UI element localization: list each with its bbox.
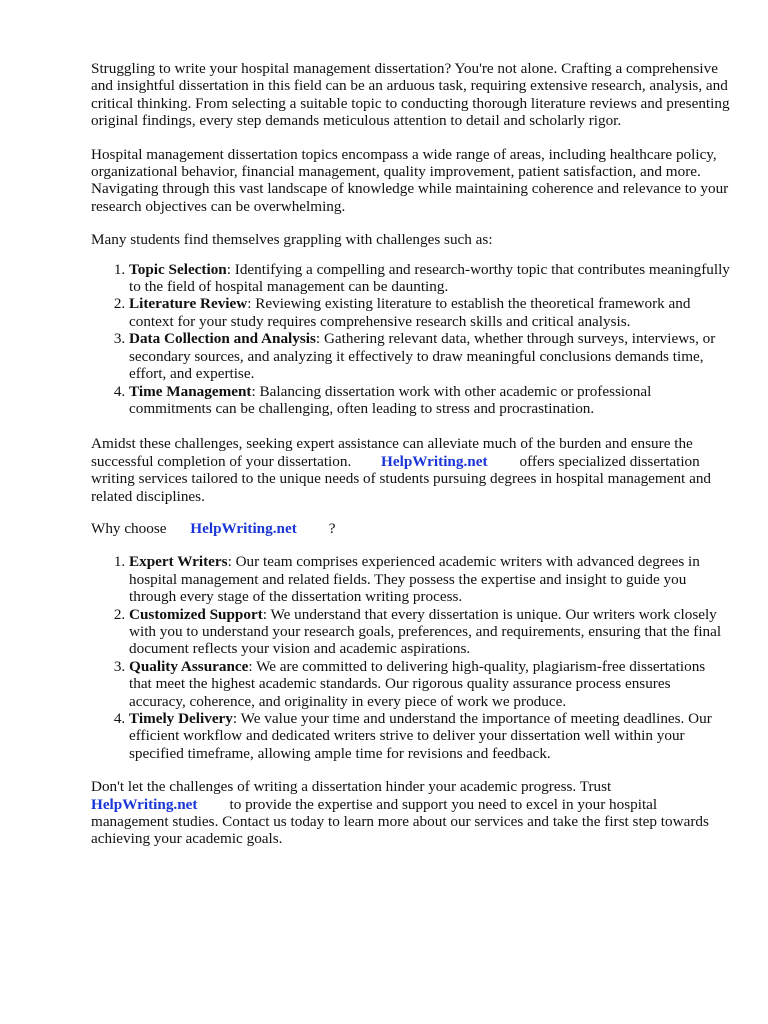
list-item [129,383,731,418]
list-item-text: : Balancing dissertation work with other academic or professional commitments can be challenging, often leading to stress and procrastination. [129,382,652,417]
list-item-text: : We understand that every dissertation is unique. Our writers work closely with you to understand your research goals, preferences, and requirements, ensuring that the final document reflects your vision and academic aspirations. [129,605,722,658]
assistance-text-after: offers specialized dissertation writing services tailored to the unique needs of students pursuing degrees in hospital management and related disciplines. [91,452,712,505]
list-item-text: : Gathering relevant data, whether through surveys, interviews, or secondary sources, and analyzing it effectively to draw meaningful conclusions demands time, effort, and expertise. [129,330,716,383]
list-item-title: Literature Review [129,295,248,313]
challenges-intro: Many students find themselves grappling with challenges such as: [91,231,493,249]
list-item-title: Data Collection and Analysis [129,330,316,348]
list-item [129,553,731,605]
list-item-title: Quality Assurance [129,657,249,675]
benefits-list [91,553,731,762]
brand-link[interactable]: HelpWriting.net [190,519,297,537]
closing-paragraph [91,778,731,848]
assistance-paragraph [91,435,731,505]
list-item [129,261,731,296]
why-choose-prefix: Why choose [91,519,167,537]
challenges-list [91,261,731,418]
list-item-text: : We are committed to delivering high-quality, plagiarism-free dissertations that meet the highest academic standards. Our rigorous quality assurance process ensures accuracy, coherence, and originality in every piece of work we produce. [129,657,706,710]
brand-link[interactable]: HelpWriting.net [91,795,198,813]
list-item [129,710,731,762]
list-item-text: : Our team comprises experienced academic writers with advanced degrees in hospital management and related fields. They possess the expertise and insight to guide you through every stage of the dissertation writing process. [129,553,700,606]
list-item-title: Timely Delivery [129,710,233,727]
list-item [129,606,731,658]
document-page [91,60,731,848]
list-item [129,330,731,382]
list-item [129,658,731,710]
closing-text-before: Don't let the challenges of writing a dissertation hinder your academic progress. Trust [91,778,612,796]
list-item-title: Customized Support [129,605,263,623]
list-item-text: : Identifying a compelling and research-worthy topic that contributes meaningfully to the field of hospital management can be daunting. [129,260,730,296]
topics-paragraph: Hospital management dissertation topics encompass a wide range of areas, including healthcare policy, organizational behavior, financial management, quality improvement, patient satisfaction, and more. Navigating through this vast landscape of knowledge while maintaining coherence and relevance to your research objectives can be overwhelming. [91,145,729,215]
list-item-text: : We value your time and understand the importance of meeting deadlines. Our efficient workflow and dedicated writers strive to deliver your dissertation well within your specified timeframe, allowing ample time for revisions and feedback. [129,710,712,762]
assistance-text-before: Amidst these challenges, seeking expert assistance can alleviate much of the burden and ensure the successful completion of your dissertation. [91,435,693,470]
list-item-title: Time Management [129,382,252,400]
intro-paragraph: Struggling to write your hospital management dissertation? You're not alone. Crafting a comprehensive and insightful dissertation in this field can be an arduous task, requiring extensive research, analysis, and critical thinking. From selecting a suitable topic to conducting thorough literature reviews and presenting original findings, every step demands meticulous attention to detail and scholarly rigor. [91,60,730,130]
list-item-title: Topic Selection [129,260,227,278]
list-item [129,295,731,330]
why-choose-line [91,520,731,537]
list-item-text: : Reviewing existing literature to establish the theoretical framework and context for your study requires comprehensive research skills and critical analysis. [129,295,691,330]
closing-text-after: to provide the expertise and support you need to excel in your hospital management studies. Contact us today to learn more about our services and take the first step towards achieving your academic goals. [91,795,709,848]
why-choose-suffix: ? [328,519,336,537]
brand-link[interactable]: HelpWriting.net [381,452,488,470]
list-item-title: Expert Writers [129,553,228,571]
